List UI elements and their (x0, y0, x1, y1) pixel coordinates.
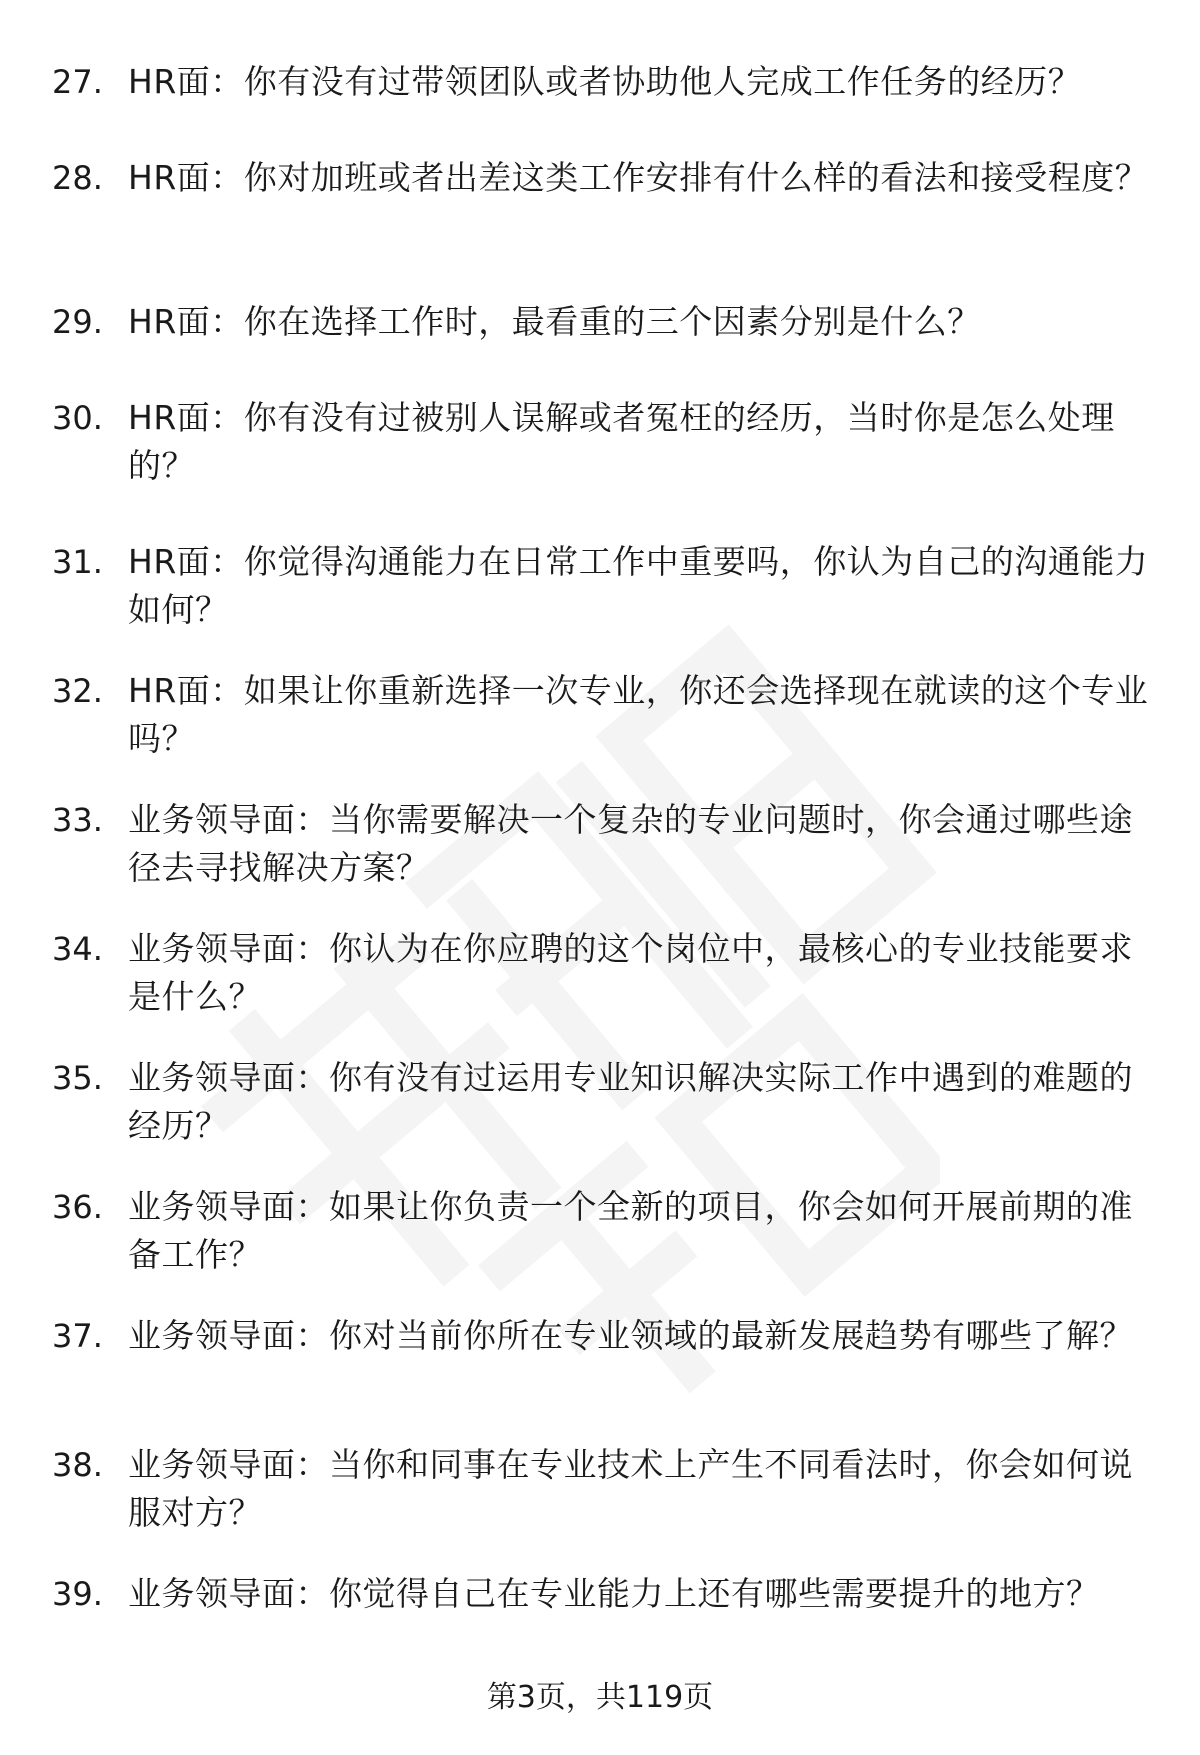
question-number: 34. (52, 930, 103, 968)
question-number: 39. (52, 1575, 103, 1613)
question-number: 36. (52, 1188, 103, 1226)
question-text: 业务领导面：如果让你负责一个全新的项目，你会如何开展前期的准备工作？ (128, 1187, 1133, 1274)
question-item (0, 667, 1200, 796)
question-item (0, 394, 1200, 538)
question-text: HR面：你有没有过带领团队或者协助他人完成工作任务的经历？ (128, 62, 1082, 101)
question-text: 业务领导面：你对当前你所在专业领域的最新发展趋势有哪些了解？ (128, 1316, 1133, 1355)
question-item (0, 925, 1200, 1054)
question-item (0, 1183, 1200, 1312)
question-text: HR面：你对加班或者出差这类工作安排有什么样的看法和接受程度？ (128, 158, 1149, 197)
question-text: 业务领导面：你认为在你应聘的这个岗位中，最核心的专业技能要求是什么？ (128, 929, 1133, 1016)
question-item (0, 1441, 1200, 1570)
question-text: 业务领导面：你觉得自己在专业能力上还有哪些需要提升的地方？ (128, 1574, 1100, 1613)
question-number: 33. (52, 801, 103, 839)
question-number: 35. (52, 1059, 103, 1097)
question-number: 32. (52, 672, 103, 710)
question-item (0, 298, 1200, 394)
question-number: 37. (52, 1317, 103, 1355)
question-item (0, 58, 1200, 154)
question-text: HR面：如果让你重新选择一次专业，你还会选择现在就读的这个专业吗？ (128, 671, 1149, 758)
question-text: HR面：你有没有过被别人误解或者冤枉的经历，当时你是怎么处理的？ (128, 398, 1115, 485)
question-text: HR面：你觉得沟通能力在日常工作中重要吗，你认为自己的沟通能力如何？ (128, 542, 1149, 629)
question-item (0, 1054, 1200, 1183)
question-number: 29. (52, 303, 103, 341)
question-number: 30. (52, 399, 103, 437)
question-item (0, 1312, 1200, 1441)
question-text: 业务领导面：你有没有过运用专业知识解决实际工作中遇到的难题的经历？ (128, 1058, 1133, 1145)
question-number: 27. (52, 63, 103, 101)
question-page (0, 58, 1200, 1680)
question-number: 28. (52, 159, 103, 197)
question-number: 38. (52, 1446, 103, 1484)
question-text: HR面：你在选择工作时，最看重的三个因素分别是什么？ (128, 302, 981, 341)
question-item (0, 154, 1200, 298)
question-item (0, 1570, 1200, 1680)
question-text: 业务领导面：当你和同事在专业技术上产生不同看法时，你会如何说服对方？ (128, 1445, 1133, 1532)
question-item (0, 796, 1200, 925)
question-number: 31. (52, 543, 103, 581)
question-item (0, 538, 1200, 667)
page-footer: 第3页，共119页 (486, 1680, 714, 1715)
question-list (0, 58, 1200, 1680)
question-text: 业务领导面：当你需要解决一个复杂的专业问题时，你会通过哪些途径去寻找解决方案？ (128, 800, 1133, 887)
